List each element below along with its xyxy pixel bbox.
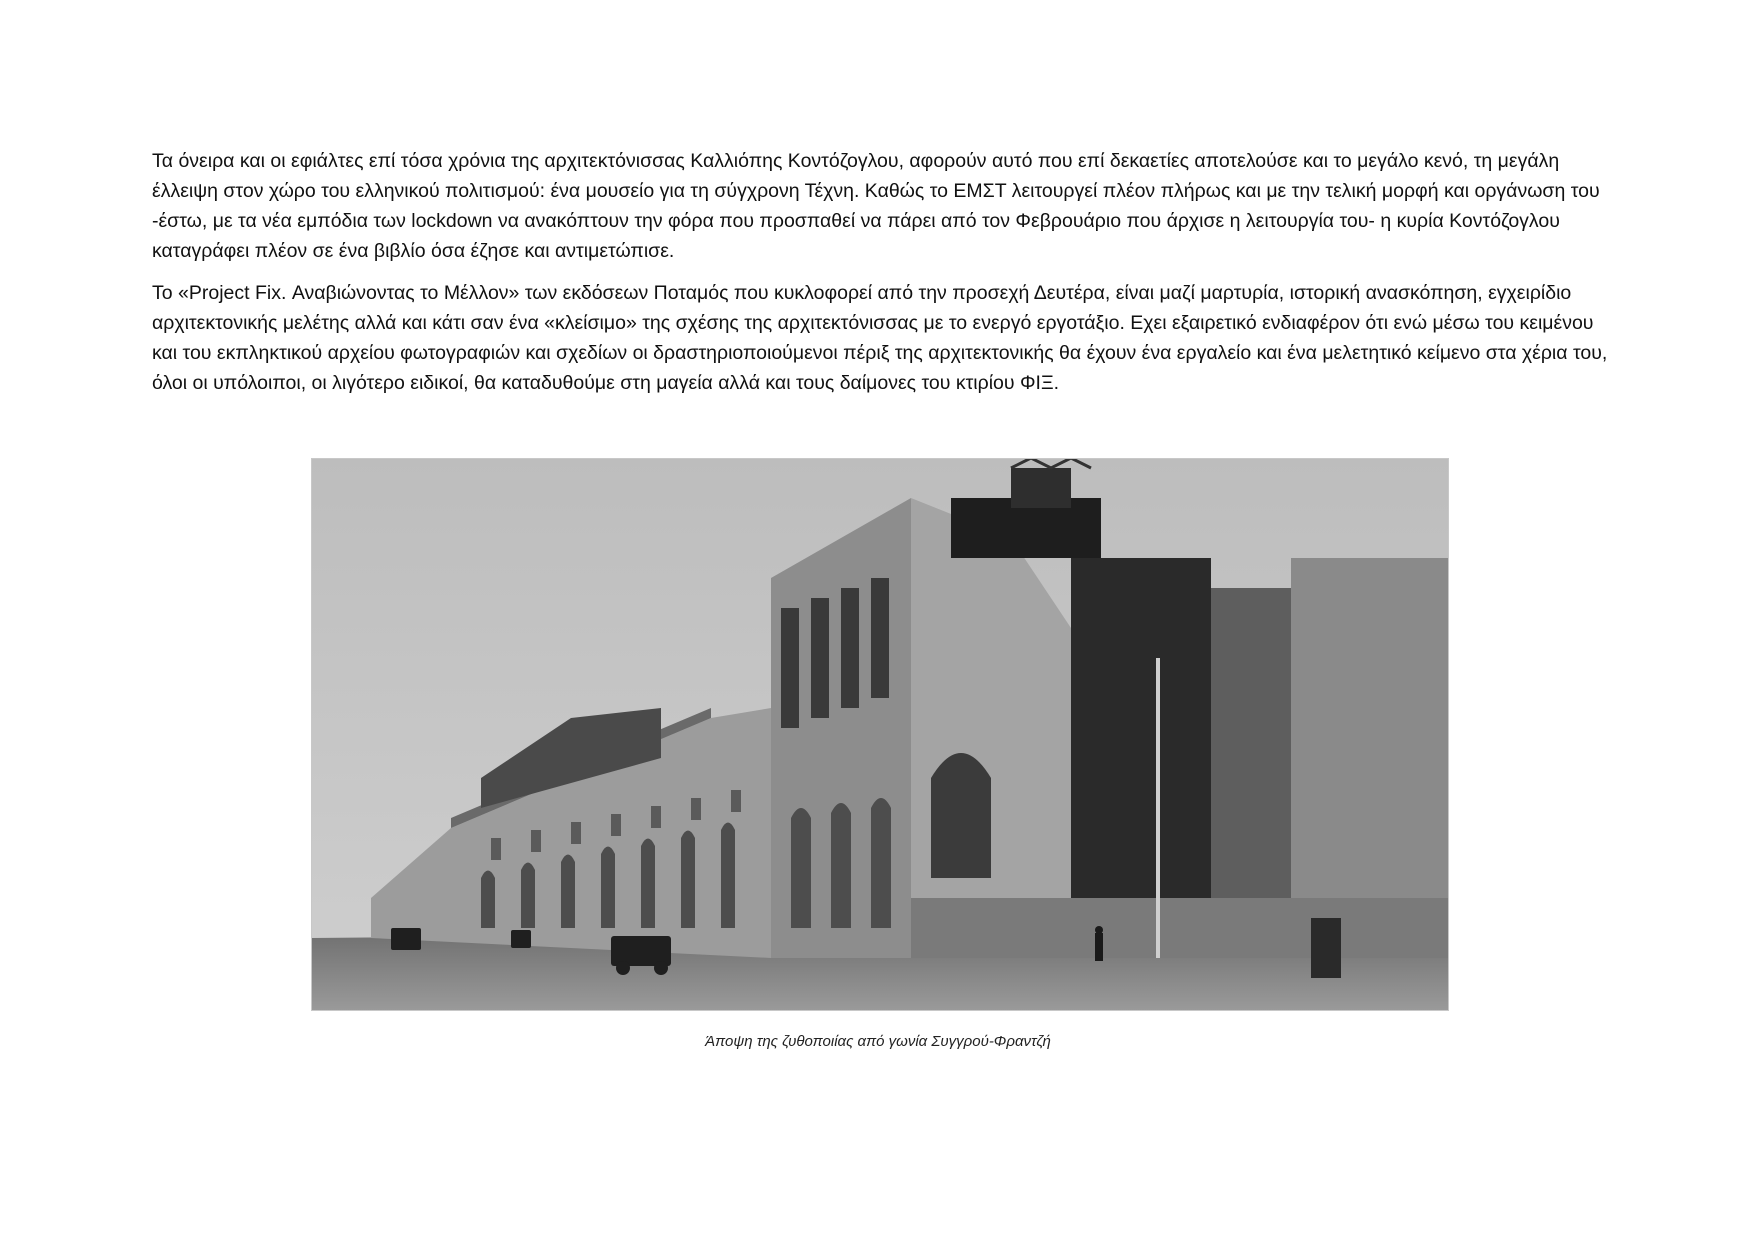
paragraph-2: Το «Project Fix. Αναβιώνοντας το Μέλλον» των εκδόσεων Ποταμός που κυκλοφορεί από την προσεχή Δευτέρα, είναι μαζί μαρτυρία, ιστορική ανασκόπηση, εγχειρίδιο αρχιτεκτονικής μελέτης αλλά και κάτι σαν ένα «κλείσιμο» της σχέσης της αρχιτεκτόνισσας με το ενεργό εργοτάξιο. Εχει εξαιρετικό ενδιαφέρον ότι ενώ μέσω του κειμένου και του εκπληκτικού αρχείου φωτογραφιών και σχεδίων οι δραστηριοποιούμενοι πέριξ της αρχιτεκτονικής θα έχουν ένα εργαλείο και ένα μελετητικό κείμενο στα χέρια του, όλοι οι υπόλοιποι, οι λιγότερο ειδικοί, θα καταδυθούμε στη μαγεία αλλά και τους δαίμονες του κτιρίου ΦΙΞ. [152, 282, 1608, 394]
paragraph-1: Τα όνειρα και οι εφιάλτες επί τόσα χρόνια της αρχιτεκτόνισσας Καλλιόπης Κοντόζογλου, αφορούν αυτό που επί δεκαετίες αποτελούσε και το μεγάλο κενό, τη μεγάλη έλλειψη στον χώρο του ελληνικού πολιτισμού: ένα μουσείο για τη σύγχρονη Τέχνη. Καθώς το ΕΜΣΤ λειτουργεί πλέον πλήρως και με την τελική μορφή και οργάνωση του -έστω, με τα νέα εμπόδια των lockdown να ανακόπτουν την φόρα που προσπαθεί να πάρει από τον Φεβρουάριο που άρχισε η λειτουργία του- η κυρία Κοντόζογλου καταγράφει πλέον σε ένα βιβλίο όσα έζησε και αντιμετώπισε. [152, 150, 1600, 262]
article-body [152, 146, 1612, 410]
figure-caption: Άποψη της ζυθοποιίας από γωνία Συγγρού-Φραντζή [705, 1033, 1051, 1050]
brewery-photo [311, 458, 1449, 1011]
